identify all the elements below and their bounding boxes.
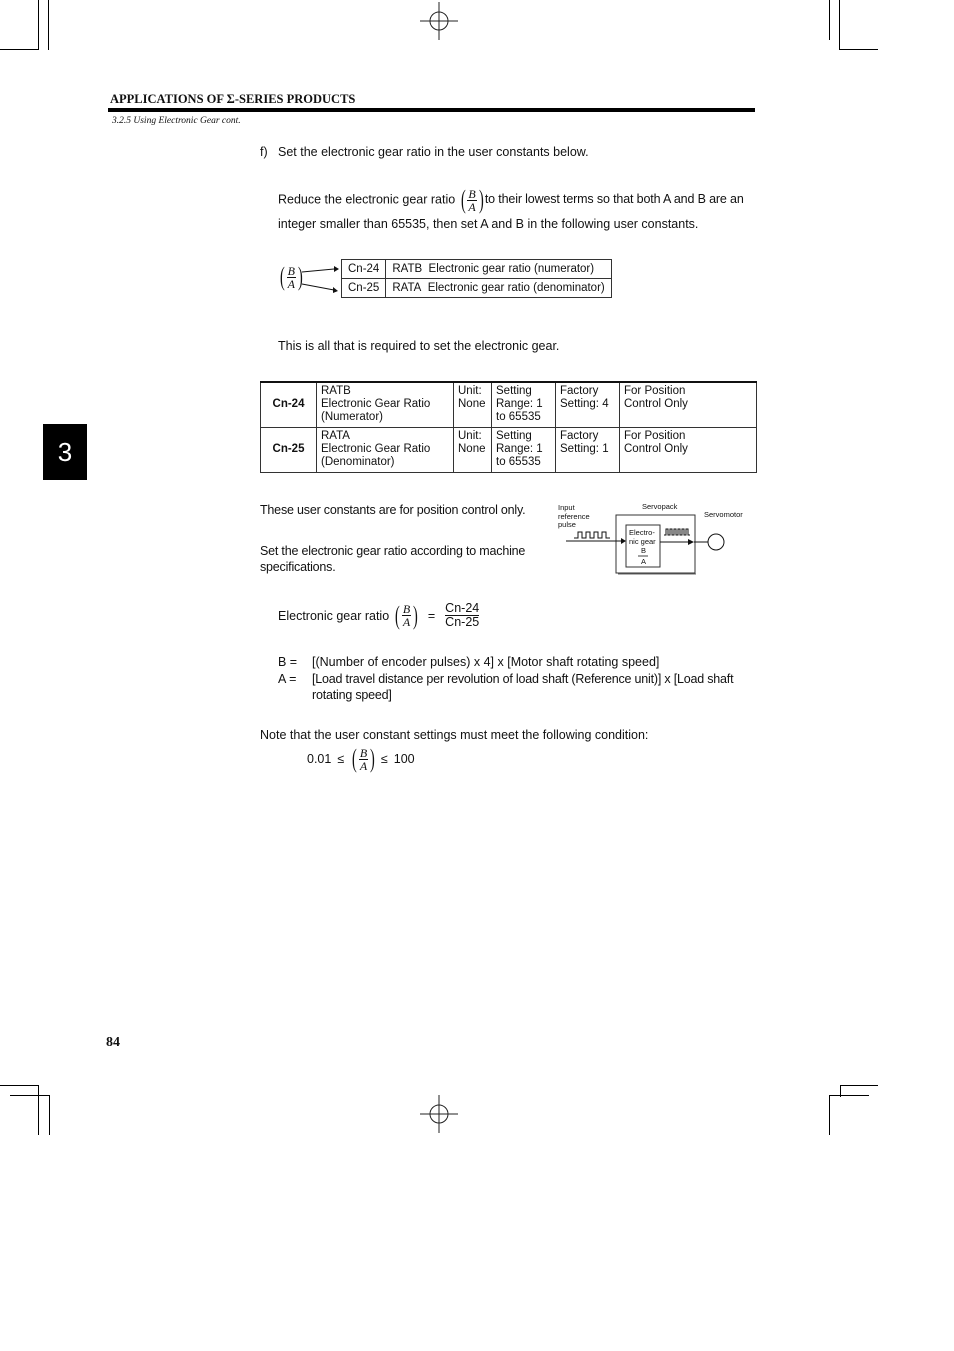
ratio-num: Cn-24: [445, 601, 480, 615]
arrows-to-table: [300, 262, 340, 296]
ratio-fraction: ( B A ): [395, 600, 418, 630]
cell-code: Cn-24: [342, 260, 386, 279]
crop-mark: [829, 0, 830, 40]
cell-factory: Factory Setting: 4: [556, 382, 620, 428]
crop-mark: [840, 49, 878, 50]
fraction-num: B: [468, 186, 476, 201]
table-row: [261, 428, 757, 473]
fraction-den: A: [468, 199, 476, 214]
condition-low: 0.01: [307, 752, 332, 766]
crop-mark: [840, 1085, 878, 1086]
ratio-equals: =: [427, 608, 436, 623]
cell-factory: Factory Setting: 1: [556, 428, 620, 473]
reduce-text-c: integer smaller than 65535, then set A and B in the following user constants.: [278, 217, 699, 231]
condition-le-1: ≤: [337, 752, 345, 766]
ratio-equation: [278, 602, 479, 629]
crop-mark: [839, 0, 840, 50]
condition-le-2: ≤: [380, 752, 388, 766]
definition-b-lhs: B =: [278, 655, 298, 669]
page-number: 84: [106, 1035, 120, 1050]
cell-unit: Unit: None: [454, 428, 492, 473]
step-label: f): [260, 145, 268, 159]
table-row: [261, 382, 757, 428]
table-row: [342, 279, 612, 298]
position-only-text: These user constants are for position control only.: [260, 503, 526, 517]
machine-spec-text: Set the electronic gear ratio according to machine specifications.: [260, 544, 526, 574]
cell-range: Setting Range: 1 to 65535: [492, 382, 556, 428]
electronic-gear-label: Electro- nic gear: [629, 528, 656, 546]
section-header: APPLICATIONS OF Σ-SERIES PRODUCTS: [110, 92, 356, 106]
chapter-tab: 3: [43, 424, 87, 480]
crop-mark: [10, 1095, 50, 1096]
crop-mark: [49, 1095, 50, 1135]
header-rule: [108, 108, 755, 112]
cell-name: RATB Electronic Gear Ratio (Numerator): [317, 382, 454, 428]
crop-mark: [38, 0, 39, 50]
reduce-paragraph: [278, 187, 758, 213]
cell-code: Cn-25: [342, 279, 386, 298]
ratio-label: Electronic gear ratio: [278, 608, 390, 623]
fraction-b-over-a: ( $\frac{B}{A}$ ): [460, 185, 484, 214]
definition-a-lhs: A =: [278, 672, 297, 686]
user-constant-table: [341, 259, 612, 298]
cell-code: Cn-25: [261, 428, 317, 473]
crop-mark: [829, 1095, 830, 1135]
servomotor-label: Servomotor: [704, 510, 743, 519]
condition-equation: [307, 746, 415, 772]
cell-note: For Position Control Only: [620, 428, 757, 473]
cell-unit: Unit: None: [454, 382, 492, 428]
condition-fraction: ( B A ): [352, 744, 375, 773]
condition-high: 100: [393, 752, 415, 766]
crop-mark: [48, 0, 49, 50]
table-row: [342, 260, 612, 279]
crop-mark: [38, 1085, 39, 1135]
gear-den-label: A: [641, 557, 647, 566]
crop-mark: [829, 1095, 869, 1096]
step-text: Set the electronic gear ratio in the user constants below.: [278, 145, 589, 159]
section-subheader: 3.2.5 Using Electronic Gear cont.: [112, 116, 241, 126]
required-text: This is all that is required to set the electronic gear.: [278, 339, 560, 353]
definition-b-rhs: [(Number of encoder pulses) x 4] x [Motor shaft rotating speed]: [312, 655, 660, 669]
note-text: Note that the user constant settings must meet the following condition:: [260, 728, 649, 742]
small-fraction: ( B A ): [279, 262, 303, 291]
cell-code: Cn-24: [261, 382, 317, 428]
reduce-text-b: to their lowest terms so that both A and B are an: [484, 192, 744, 207]
cell-name: RATA Electronic Gear Ratio (Denominator): [317, 428, 454, 473]
crop-mark: [0, 1085, 38, 1086]
reduce-text-a: Reduce the electronic gear ratio: [278, 192, 456, 207]
registration-mark-bottom: [420, 1095, 460, 1135]
definition-a-rhs: [Load travel distance per revolution of load shaft (Reference unit)] x [Load shaft rotating speed]: [312, 672, 734, 702]
cell-range: Setting Range: 1 to 65535: [492, 428, 556, 473]
servopack-label: Servopack: [642, 502, 678, 511]
crop-mark: [0, 49, 38, 50]
constants-table: [260, 381, 757, 473]
gear-num-label: B: [641, 546, 647, 555]
cell-note: For Position Control Only: [620, 382, 757, 428]
registration-mark-top: [420, 2, 460, 42]
cell-name-desc: RATA Electronic gear ratio (denominator): [386, 279, 611, 298]
input-pulse-label: Input reference pulse: [558, 503, 590, 529]
ratio-cn-fraction: [445, 602, 479, 629]
ratio-den: Cn-25: [445, 615, 480, 629]
cell-name-desc: RATB Electronic gear ratio (numerator): [386, 260, 611, 279]
